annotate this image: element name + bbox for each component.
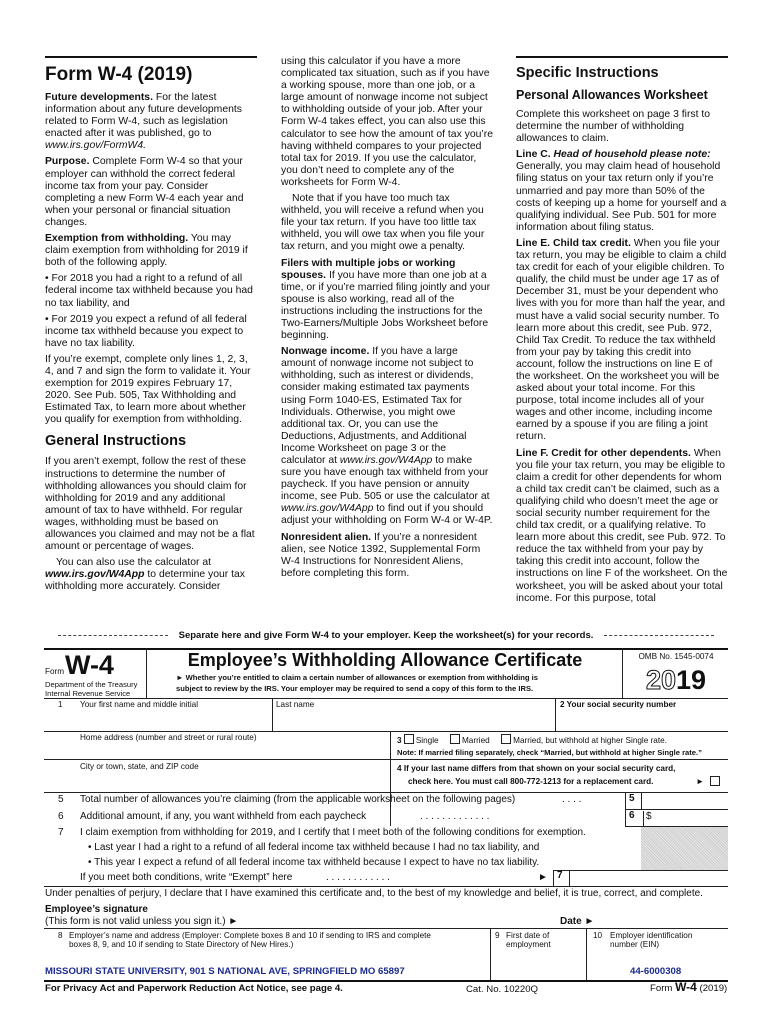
line4-text-2: check here. You must call 800-772-1213 for a replacement card. <box>408 777 654 786</box>
single-label: Single <box>415 736 439 745</box>
filing-status <box>397 734 667 746</box>
line8-text-1: Employer’s name and address (Employer: Complete boxes 8 and 10 if sending to IRS and complete <box>69 931 431 940</box>
separator-line <box>44 630 728 641</box>
line6-text: Additional amount, if any, you want withheld from each paycheck <box>80 811 367 822</box>
line5-text: Total number of allowances you’re claiming (from the applicable worksheet on the following pages) <box>80 794 516 805</box>
row1-top-rule <box>44 698 728 699</box>
exemption-para: Exemption from withholding. You may claim exemption from withholding for 2019 if both of the following apply. <box>45 233 248 269</box>
date-label: Date ► <box>560 916 595 927</box>
first-name-label: Your first name and middle initial <box>80 700 199 709</box>
line-e-para: Line E. Child tax credit. When you file your tax return, you may be eligible to claim a child tax credit for each of your eligible children. To qualify, the child must be under age 17 as of December 31, must be your dependent who lives with you for more than half the year, and must have a valid social security number. To learn more about this credit, see Pub. 972, Child Tax Credit. To reduce the tax withheld from your pay by taking this credit into account, follow the instructions on line E of the worksheet. On the worksheet you will be asked about your total income. For this purpose, total income includes all of your wages and other income, including income earned by a spouse if you are filing a joint return. <box>516 237 727 443</box>
exempt-field[interactable] <box>569 870 728 886</box>
purpose-para: Purpose. Complete Form W-4 so that your employer can withhold the correct federal income tax from your pay. Consider completing a new Form W-4 each year and when your personal or financial situation changes. <box>45 156 244 228</box>
footer-top-rule <box>44 980 728 982</box>
exemption-bullet-2: • For 2019 you expect a refund of all federal income tax withheld because you expect to have no tax liability. <box>45 313 247 349</box>
irs-label: Internal Revenue Service <box>45 689 131 698</box>
calculator-para: You can also use the calculator at www.irs.gov/W4App to determine your tax withholding more accurately. Consider <box>45 557 245 593</box>
home-address-label: Home address (number and street or rural route) <box>80 733 257 742</box>
header-divider-left <box>146 648 147 698</box>
instructions-column-3 <box>516 56 728 609</box>
w4app-link-3[interactable]: www.irs.gov/W4App <box>281 503 374 515</box>
line5-number: 5 <box>58 794 64 805</box>
line7-number: 7 <box>58 827 64 838</box>
multiple-jobs-para: Filers with multiple jobs or working spouses. If you have more than one job at a time, or if you’re married filing jointly and your spouse is also working, read all of the instructions including the instructions for the Two-Earners/Multiple Jobs Worksheet before beginning. <box>281 257 491 342</box>
employer-divider-b <box>586 928 587 980</box>
general-instructions-para: If you aren’t exempt, follow the rest of these instructions to determine the number of withholding allowances you should claim for withholding for 2019 and any additional amount of tax to have withheld. For regular wages, withholding must be based on allowances you claimed and may not be a flat amount or percentage of wages. <box>45 456 255 553</box>
dash-right <box>604 635 714 636</box>
form-year <box>626 665 726 695</box>
married-checkbox[interactable] <box>450 734 460 744</box>
line10-text-2: number (EIN) <box>610 940 660 949</box>
line9-text-2: employment <box>506 940 551 949</box>
separator-text: Separate here and give Form W-4 to your employer. Keep the worksheet(s) for your records. <box>178 630 594 641</box>
year-outline: 20 <box>645 665 676 695</box>
line7-shaded-area <box>641 827 728 870</box>
employer-name-address-value[interactable]: MISSOURI STATE UNIVERSITY, 901 S NATIONAL AVE, SPRINGFIELD MO 65897 <box>45 966 405 977</box>
line8-text-2: boxes 8, 9, and 10 if sending to State Directory of New Hires.) <box>69 940 294 949</box>
line7-bullet-2: • This year I expect a refund of all federal income tax withheld because I expect to have no tax liability. <box>88 857 540 868</box>
line7-text: I claim exemption from withholding for 2019, and I certify that I meet both of the following conditions for exemption. <box>80 827 586 838</box>
row1-divider-a <box>272 698 273 731</box>
additional-amount-field[interactable] <box>643 811 728 827</box>
married-higher-rate-checkbox[interactable] <box>501 734 511 744</box>
first-date-employment-field[interactable] <box>506 962 584 976</box>
certificate-title: Employee’s Withholding Allowance Certificate <box>187 650 583 670</box>
certificate-subtitle-1: ► Whether you’re entitled to claim a certain number of allowances or exemption from withholding is <box>176 673 538 682</box>
signature-field[interactable] <box>250 906 540 928</box>
w4app-link-2[interactable]: www.irs.gov/W4App <box>339 455 433 466</box>
perjury-top-rule <box>44 886 728 887</box>
general-instructions-heading: General Instructions <box>45 433 187 450</box>
row2-divider <box>390 731 391 826</box>
future-developments-para: Future developments. For the latest information about any future developments related to Form W-4, such as legislation enacted after it was published, go to www.irs.gov/FormW4. <box>45 92 242 152</box>
exemption-bullet-1: • For 2018 you had a right to a refund of all federal income tax withheld because you had no tax liability, and <box>45 273 253 309</box>
formw4-link[interactable]: www.irs.gov/FormW4. <box>45 140 147 152</box>
line1-number: 1 <box>58 700 63 709</box>
omb-number: OMB No. 1545-0074 <box>638 652 714 661</box>
name-differs-checkbox[interactable] <box>710 776 720 786</box>
year-bold: 19 <box>676 665 707 695</box>
first-name-field[interactable] <box>80 710 270 728</box>
line9-number: 9 <box>495 931 500 940</box>
filing-status-note: Note: If married filing separately, check “Married, but withhold at higher Single rate.” <box>397 748 702 757</box>
line10-text-1: Employer identification <box>610 931 693 940</box>
header-divider-right <box>622 648 623 698</box>
nonresident-alien-para: Nonresident alien. If you’re a nonresident alien, see Notice 1392, Supplemental Form W-4 Instructions for Nonresident Aliens, before completing this form. <box>281 531 481 579</box>
exempt-instructions-para: If you’re exempt, complete only lines 1, 2, 3, 4, and 7 and sign the form to validate it. Your exemption for 2019 expires February 17, 2020. See Pub. 505, Tax Withholding and Estimated Tax, to learn more about whether you qualify for exemption from withholding. <box>45 353 251 426</box>
row6-box-rule <box>625 809 728 810</box>
perjury-statement: Under penalties of perjury, I declare that I have examined this certificate and, to the best of my knowledge and belief, it is true, correct, and complete. <box>45 888 703 899</box>
ssn-field[interactable] <box>560 710 725 728</box>
form-word: Form <box>45 667 65 676</box>
married-higher-rate-label: Married, but withhold at higher Single rate. <box>513 736 667 745</box>
specific-instructions-heading: Specific Instructions <box>516 56 728 82</box>
footer-form-ref <box>650 982 727 994</box>
line7-box-top-rule <box>553 870 728 871</box>
allowances-field[interactable] <box>641 793 728 809</box>
line5-dots: . . . . <box>562 794 582 805</box>
line7-arrow: ► <box>538 872 548 883</box>
footer-form-word: Form <box>650 983 673 994</box>
certificate-subtitle-2: subject to review by the IRS. Your employer may be required to send a copy of this form to the IRS. <box>176 684 534 693</box>
row1-divider-b <box>555 698 556 731</box>
line6-number: 6 <box>58 811 64 822</box>
w4app-link[interactable]: www.irs.gov/W4App <box>45 569 145 581</box>
line8-number: 8 <box>58 931 63 940</box>
single-checkbox[interactable] <box>404 734 414 744</box>
privacy-act-notice: For Privacy Act and Paperwork Reduction Act Notice, see page 4. <box>45 983 343 994</box>
ein-value[interactable]: 44-6000308 <box>630 966 682 977</box>
signature-label: Employee’s signature <box>45 904 148 915</box>
calculator-usage-para: using this calculator if you have a more complicated tax situation, such as if you have a working spouse, more than one job, or a large amount of nonwage income not subject to withholding outside of your job. After your Form W-4 takes effect, you can also use this calculator to see how the amount of tax you’re having withheld compares to your projected total tax for 2019. If you use the calculator, you don’t need to complete any of the worksheets for Form W-4. <box>281 56 493 188</box>
instructions-column-2 <box>281 56 493 584</box>
ssn-label: 2 Your social security number <box>560 700 677 709</box>
catalog-number: Cat. No. 10220Q <box>466 984 538 995</box>
employer-top-rule <box>44 928 728 929</box>
line4-text-1: 4 If your last name differs from that shown on your social security card, <box>397 764 676 773</box>
dollar-sign: $ <box>646 811 652 822</box>
instructions-column-1 <box>45 56 257 597</box>
line5-box-number: 5 <box>625 793 635 809</box>
line4-arrow: ► <box>696 777 705 786</box>
line6-dots: . . . . . . . . . . . . . <box>420 811 490 822</box>
row2-top-rule <box>44 731 728 732</box>
form-title: Form W-4 (2019) <box>45 56 257 86</box>
form-name-w4: W-4 <box>65 650 114 680</box>
nonwage-income-para: Nonwage income. If you have a large amount of nonwage income not subject to withholding, such as interest or dividends, consider making estimated tax payments using Form 1040-ES, Estimated Tax for Individuals. Otherwise, you might owe additional tax. Or, you can use the Deductions, Adjustments, and Additional Income Worksheet on page 3 or the calculator at www.irs.gov/W4App to make sure you have enough tax withheld from your paycheck. If you have pension or annuity income, see Pub. 505 or use the calculator at www.irs.gov/W4App to find out if you should adjust your withholding on Form W-4 or W-4P. <box>281 346 493 527</box>
line-f-para: Line F. Credit for other dependents. When you file your tax return, you may be eligible to claim a credit for other dependents for whom a child tax credit can’t be claimed, such as a qualifying child who doesn’t meet the age or social security number requirement for the child tax credit, or a qualifying relative. To learn more about this credit, see Pub. 972. To reduce the tax withheld from your pay by taking this credit into account, follow the instructions on line F of the worksheet. On the worksheet, you will be asked about your total income. For this purpose, total <box>516 447 728 604</box>
last-name-field[interactable] <box>276 710 551 728</box>
line3-number: 3 <box>397 736 402 745</box>
line7-bullet-1: • Last year I had a right to a refund of all federal income tax withheld because I had no tax liability, and <box>88 842 540 853</box>
personal-allowances-heading: Personal Allowances Worksheet <box>516 88 708 102</box>
line10-number: 10 <box>593 931 603 940</box>
footer-year: (2019) <box>699 983 728 994</box>
line9-text-1: First date of <box>506 931 550 940</box>
line7-dots: . . . . . . . . . . . . <box>326 872 390 883</box>
last-name-label: Last name <box>276 700 315 709</box>
dept-treasury: Department of the Treasury <box>45 680 138 689</box>
worksheet-intro-para: Complete this worksheet on page 3 first to determine the number of withholding allowances to claim. <box>516 109 711 145</box>
signature-sub: (This form is not valid unless you sign it.) ► <box>45 916 239 927</box>
note-refund-para: Note that if you have too much tax withheld, you will receive a refund when you file your tax return. If you have too little tax withheld, you will owe tax when you file your tax return, and you might owe a penalty. <box>281 193 485 253</box>
home-address-field[interactable] <box>80 745 385 759</box>
row3-top-rule <box>44 759 728 760</box>
married-label: Married <box>461 736 490 745</box>
line6-box-number: 6 <box>625 810 635 826</box>
line7-exempt-instruction: If you meet both conditions, write “Exempt” here <box>80 872 293 883</box>
line7-box-number: 7 <box>553 870 563 886</box>
employer-divider-a <box>490 928 491 980</box>
dash-left <box>58 635 168 636</box>
date-field[interactable] <box>600 912 726 927</box>
line-c-para: Line C. Head of household please note: Generally, you may claim head of household filing status on your tax return only if you’re unmarried and pay more than 50% of the costs of keeping up a home for yourself and a qualifying individual. See Pub. 501 for more information about filing status. <box>516 149 727 233</box>
footer-w4: W-4 <box>675 980 697 994</box>
city-state-zip-label: City or town, state, and ZIP code <box>80 762 199 771</box>
